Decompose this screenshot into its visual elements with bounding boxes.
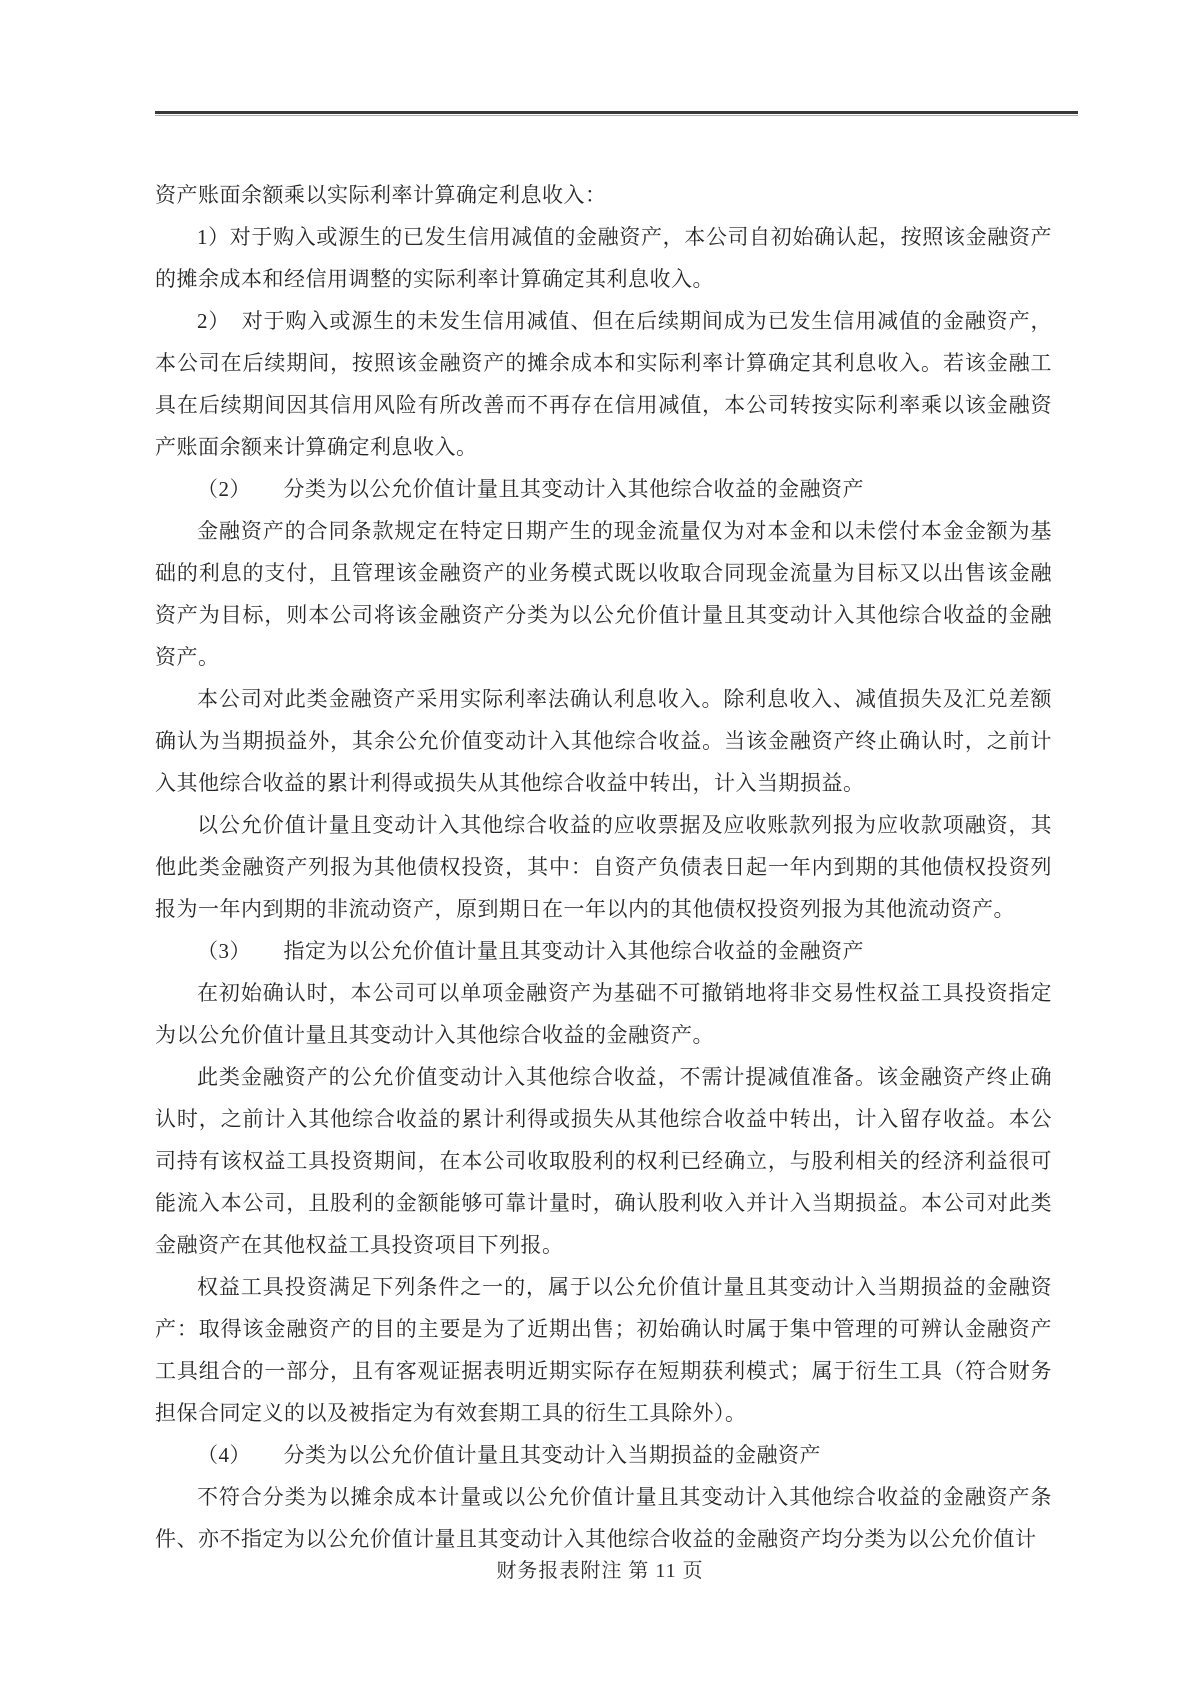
paragraph-body: 金融资产的合同条款规定在特定日期产生的现金流量仅为对本金和以未偿付本金金额为基础的利息的支付，且管理该金融资产的业务模式既以收取合同现金流量为目标又以出售该金融资产为目标，则本公司将该金融资产分类为以公允价值计量且其变动计入其他综合收益的金融资产。: [155, 519, 1052, 669]
paragraph-continuation: 资产账面余额乘以实际利率计算确定利息收入：: [155, 183, 607, 207]
page-footer: [0, 1556, 1200, 1586]
section-heading-4: （4） 分类为以公允价值计量且其变动计入当期损益的金融资产: [197, 1443, 821, 1467]
section-heading-2: （2） 分类为以公允价值计量且其变动计入其他综合收益的金融资产: [197, 477, 864, 501]
paragraph-body: 此类金融资产的公允价值变动计入其他综合收益，不需计提减值准备。该金融资产终止确认时，之前计入其他综合收益的累计利得或损失从其他综合收益中转出，计入留存收益。本公司持有该权益工具投资期间，在本公司收取股利的权利已经确立，与股利相关的经济利益很可能流入本公司，且股利的金额能够可靠计量时，确认股利收入并计入当期损益。本公司对此类金融资产在其他权益工具投资项目下列报。: [155, 1065, 1052, 1257]
paragraph-item-2: 2） 对于购入或源生的未发生信用减值、但在后续期间成为已发生信用减值的金融资产，本公司在后续期间，按照该金融资产的摊余成本和实际利率计算确定其利息收入。若该金融工具在后续期间因其信用风险有所改善而不再存在信用减值，本公司转按实际利率乘以该金融资产账面余额来计算确定利息收入。: [155, 309, 1052, 459]
paragraph-body: 本公司对此类金融资产采用实际利率法确认利息收入。除利息收入、减值损失及汇兑差额确认为当期损益外，其余公允价值变动计入其他综合收益。当该金融资产终止确认时，之前计入其他综合收益的累计利得或损失从其他综合收益中转出，计入当期损益。: [155, 687, 1052, 795]
paragraph-body: 在初始确认时，本公司可以单项金融资产为基础不可撤销地将非交易性权益工具投资指定为以公允价值计量且其变动计入其他综合收益的金融资产。: [155, 981, 1052, 1047]
paragraph-body: 以公允价值计量且变动计入其他综合收益的应收票据及应收账款列报为应收款项融资，其他此类金融资产列报为其他债权投资，其中：自资产负债表日起一年内到期的其他债权投资列报为一年内到期的非流动资产，原到期日在一年以内的其他债权投资列报为其他流动资产。: [155, 813, 1052, 921]
paragraph-body: 权益工具投资满足下列条件之一的，属于以公允价值计量且其变动计入当期损益的金融资产：取得该金融资产的目的主要是为了近期出售；初始确认时属于集中管理的可辨认金融资产工具组合的一部分，且有客观证据表明近期实际存在短期获利模式；属于衍生工具（符合财务担保合同定义的以及被指定为有效套期工具的衍生工具除外）。: [155, 1275, 1052, 1425]
document-body: [155, 174, 1052, 1560]
paragraph-item-1: 1）对于购入或源生的已发生信用减值的金融资产，本公司自初始确认起，按照该金融资产的摊余成本和经信用调整的实际利率计算确定其利息收入。: [155, 225, 1052, 291]
page-number-label: 财务报表附注 第 11 页: [496, 1560, 704, 1582]
paragraph-body: 不符合分类为以摊余成本计量或以公允价值计量且其变动计入其他综合收益的金融资产条件、亦不指定为以公允价值计量且其变动计入其他综合收益的金融资产均分类为以公允价值计: [155, 1485, 1052, 1551]
section-heading-3: （3） 指定为以公允价值计量且其变动计入其他综合收益的金融资产: [197, 939, 864, 963]
header-rule: [155, 111, 1078, 116]
